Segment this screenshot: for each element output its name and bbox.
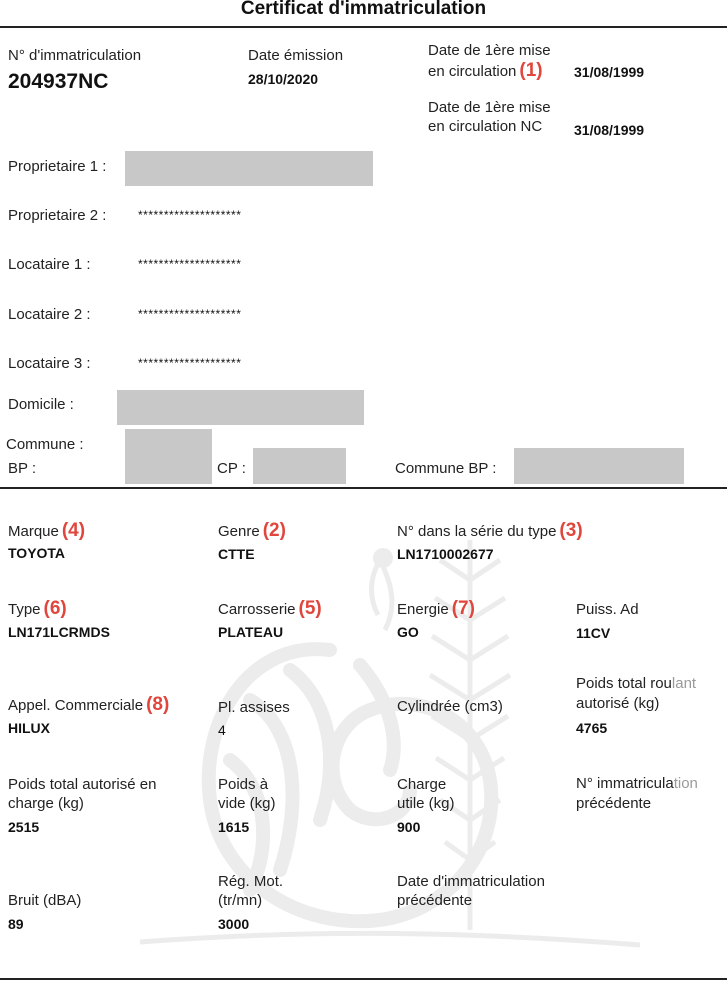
divider-bottom — [0, 978, 727, 980]
type-label-text: Type — [8, 601, 41, 618]
ptr-label-line2: autorisé (kg) — [576, 695, 660, 712]
emission-date-label: Date émission — [248, 47, 344, 64]
first-circulation-label-text: en circulation — [428, 63, 517, 80]
redacted-commune — [125, 429, 212, 484]
locataire2-value: ******************** — [138, 307, 242, 321]
genre-value: CTTE — [218, 546, 255, 562]
locataire2-label: Locataire 2 : — [8, 306, 91, 323]
ptac-label-line1: Poids total autorisé en — [8, 776, 157, 793]
locataire1-value: ******************** — [138, 257, 242, 271]
appel-commerciale-value: HILUX — [8, 720, 50, 736]
prev-date-label-line2: précédente — [397, 892, 473, 909]
regime-moteur-label-line2: (tr/mn) — [218, 892, 263, 909]
serie-value: LN1710002677 — [397, 546, 494, 562]
commune-bp-label: Commune BP : — [395, 460, 497, 477]
first-circulation-nc-value: 31/08/1999 — [574, 122, 645, 138]
marque-label-text: Marque — [8, 523, 59, 540]
proprietaire1-label: Proprietaire 1 : — [8, 158, 107, 175]
emission-date-value: 28/10/2020 — [248, 71, 319, 87]
prev-date-label-line1: Date d'immatriculation — [397, 873, 545, 890]
prev-reg-label-text: N° immatricula — [576, 775, 674, 792]
ptr-label-line1 — [576, 675, 696, 692]
puissance-value: 11CV — [576, 625, 611, 641]
first-circulation-label-line2 — [428, 60, 543, 82]
poids-vide-label-line1: Poids à — [218, 776, 269, 793]
bruit-value: 89 — [8, 916, 24, 932]
locataire3-label: Locataire 3 : — [8, 355, 91, 372]
regime-moteur-value: 3000 — [218, 916, 250, 932]
commune-label: Commune : — [6, 436, 84, 453]
document-title: Certificat d'immatriculation — [240, 0, 487, 19]
bruit-label: Bruit (dBA) — [8, 892, 82, 909]
carrosserie-value: PLATEAU — [218, 624, 284, 640]
proprietaire2-value: ******************** — [138, 208, 242, 222]
puissance-label: Puiss. Ad — [576, 601, 639, 618]
redacted-domicile — [117, 390, 364, 425]
carrosserie-label-text: Carrosserie — [218, 601, 296, 618]
cylindree-label: Cylindrée (cm3) — [397, 698, 503, 715]
field-number-5: (5) — [298, 598, 322, 619]
poids-vide-value: 1615 — [218, 819, 250, 835]
redacted-cp — [253, 448, 346, 484]
field-number-6: (6) — [43, 598, 67, 619]
regime-moteur-label-line1: Rég. Mot. — [218, 873, 284, 890]
ptac-label-line2: charge (kg) — [8, 795, 84, 812]
places-value: 4 — [218, 722, 226, 738]
marque-value: TOYOTA — [8, 545, 66, 561]
ptr-value: 4765 — [576, 720, 608, 736]
prev-reg-label-line1 — [576, 775, 698, 792]
charge-utile-value: 900 — [397, 819, 421, 835]
energie-value: GO — [397, 624, 419, 640]
cp-label: CP : — [217, 460, 246, 477]
prev-reg-label-faded: tion — [673, 775, 698, 792]
locataire1-label: Locataire 1 : — [8, 256, 91, 273]
prev-reg-label-line2: précédente — [576, 795, 652, 812]
ptac-value: 2515 — [8, 819, 40, 835]
marque-label — [8, 520, 85, 542]
ptr-label-faded: lant — [671, 675, 697, 692]
appel-commerciale-label — [8, 694, 169, 716]
energie-label — [397, 598, 475, 620]
first-circulation-value: 31/08/1999 — [574, 64, 645, 80]
divider-top — [0, 26, 727, 28]
divider-middle — [0, 487, 727, 489]
reg-number-label: N° d'immatriculation — [8, 47, 142, 64]
ptr-label-text: Poids total rou — [576, 675, 672, 692]
charge-utile-label-line1: Charge — [397, 776, 447, 793]
field-number-7: (7) — [451, 598, 475, 619]
serie-label-text: N° dans la série du type — [397, 523, 557, 540]
proprietaire2-label: Proprietaire 2 : — [8, 207, 107, 224]
appel-commerciale-label-text: Appel. Commerciale — [8, 697, 144, 714]
genre-label — [218, 520, 286, 542]
genre-label-text: Genre — [218, 523, 260, 540]
reg-number-value: 204937NC — [8, 70, 109, 93]
first-circulation-nc-label-line1: Date de 1ère mise — [428, 99, 551, 116]
carrosserie-label — [218, 598, 322, 620]
field-number-3: (3) — [559, 520, 583, 541]
charge-utile-label-line2: utile (kg) — [397, 795, 455, 812]
first-circulation-label-line1: Date de 1ère mise — [428, 42, 551, 59]
serie-label — [397, 520, 583, 542]
first-circulation-nc-label-line2: en circulation NC — [428, 118, 543, 135]
redacted-proprietaire1 — [125, 151, 373, 186]
energie-label-text: Energie — [397, 601, 449, 618]
field-number-8: (8) — [146, 694, 170, 715]
domicile-label: Domicile : — [8, 396, 74, 413]
places-label: Pl. assises — [218, 699, 290, 716]
bp-label: BP : — [8, 460, 37, 477]
poids-vide-label-line2: vide (kg) — [218, 795, 276, 812]
type-label — [8, 598, 67, 620]
redacted-commune-bp — [514, 448, 684, 484]
field-number-2: (2) — [262, 520, 286, 541]
field-number-1: (1) — [519, 60, 543, 81]
field-number-4: (4) — [61, 520, 86, 541]
type-value: LN171LCRMDS — [8, 624, 110, 640]
locataire3-value: ******************** — [138, 356, 242, 370]
